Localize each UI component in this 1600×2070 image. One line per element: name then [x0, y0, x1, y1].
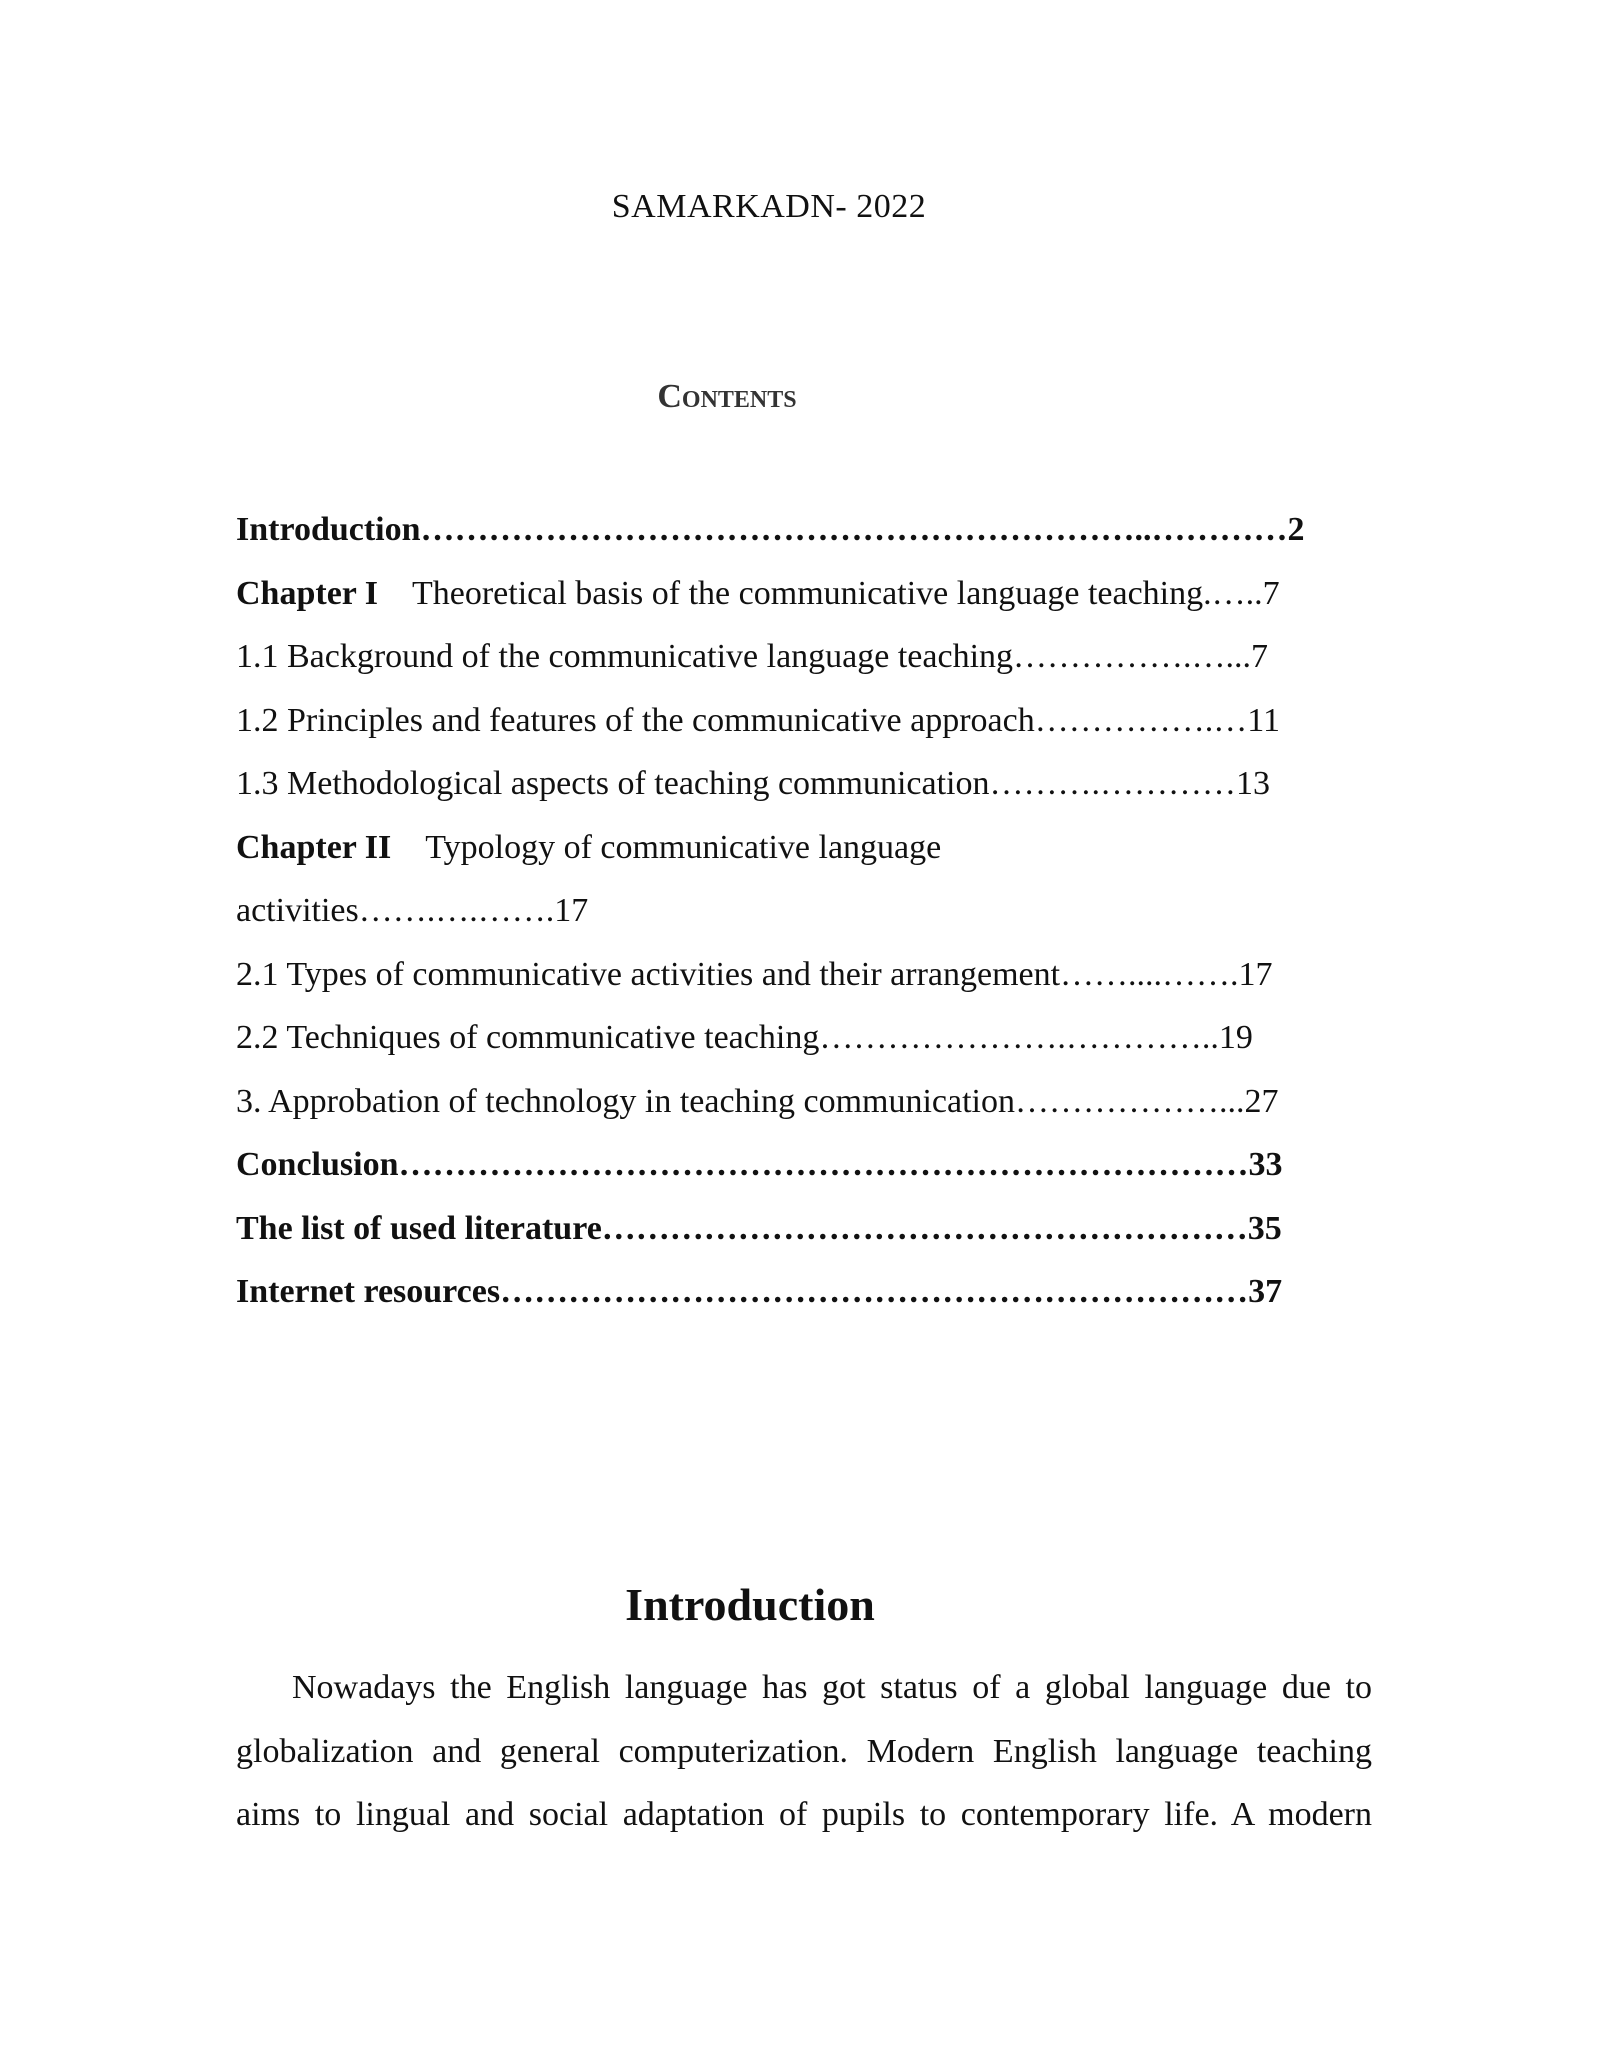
- toc-entry-chapter-2[interactable]: [236, 816, 1376, 880]
- toc-chapter-label: Chapter I: [236, 574, 378, 612]
- table-of-contents: [236, 498, 1376, 1324]
- toc-entry-1-1[interactable]: [236, 625, 1376, 689]
- toc-entry-text: The list of used literature…………………………………………………35: [236, 1209, 1282, 1247]
- toc-entry-text: 1.3 Methodological aspects of teaching communication……….…………13: [236, 765, 1270, 802]
- toc-entry-text: 3. Approbation of technology in teaching communication………………...27: [236, 1082, 1279, 1120]
- toc-entry-text: 1.1 Background of the communicative language teaching…………….…...7: [236, 638, 1269, 675]
- paragraph-line: globalization and general computerization. Modern English language teaching: [236, 1732, 1372, 1770]
- contents-title: Contents: [657, 378, 797, 415]
- toc-entry-internet-resources[interactable]: [236, 1260, 1376, 1324]
- toc-entry-introduction[interactable]: [236, 498, 1376, 562]
- city-year-line: SAMARKADN- 2022: [611, 188, 927, 225]
- toc-entry-literature[interactable]: [236, 1197, 1376, 1261]
- toc-entry-1-3[interactable]: [236, 752, 1376, 816]
- toc-entry-3[interactable]: [236, 1070, 1376, 1134]
- paragraph-line: aims to lingual and social adaptation of pupils to contemporary life. A modern: [236, 1796, 1372, 1833]
- introduction-paragraph: [236, 1656, 1372, 1847]
- toc-entry-chapter-2-continued[interactable]: [236, 879, 1376, 943]
- toc-entry-conclusion[interactable]: [236, 1133, 1376, 1197]
- toc-entry-text: Introduction………………………………………………………..…………2: [236, 511, 1305, 548]
- paragraph-line-text: Nowadays the English language has got status of a global language due to: [292, 1669, 1372, 1706]
- toc-entry-2-1[interactable]: [236, 943, 1376, 1007]
- toc-entry-1-2[interactable]: [236, 689, 1376, 753]
- toc-entry-text: 2.2 Techniques of communicative teaching………………….…………..19: [236, 1019, 1253, 1056]
- toc-entry-text: Internet resources…………………………………………………………37: [236, 1273, 1283, 1310]
- toc-entry-text: Typology of communicative language: [425, 828, 942, 866]
- toc-entry-chapter-1[interactable]: [236, 562, 1376, 626]
- toc-entry-text: Theoretical basis of the communicative language teaching.…..7: [412, 574, 1280, 612]
- toc-entry-text: 1.2 Principles and features of the communicative approach…………….…11: [236, 701, 1280, 739]
- paragraph-line: [236, 1656, 1372, 1720]
- toc-entry-text: Conclusion…………………………………………………………………33: [236, 1146, 1283, 1183]
- toc-entry-text: 2.1 Types of communicative activities and their arrangement……....…….17: [236, 955, 1273, 993]
- introduction-heading: Introduction: [625, 1579, 875, 1630]
- toc-entry-text: activities…….….…….17: [236, 892, 589, 929]
- toc-entry-2-2[interactable]: [236, 1006, 1376, 1070]
- toc-chapter-label: Chapter II: [236, 828, 392, 866]
